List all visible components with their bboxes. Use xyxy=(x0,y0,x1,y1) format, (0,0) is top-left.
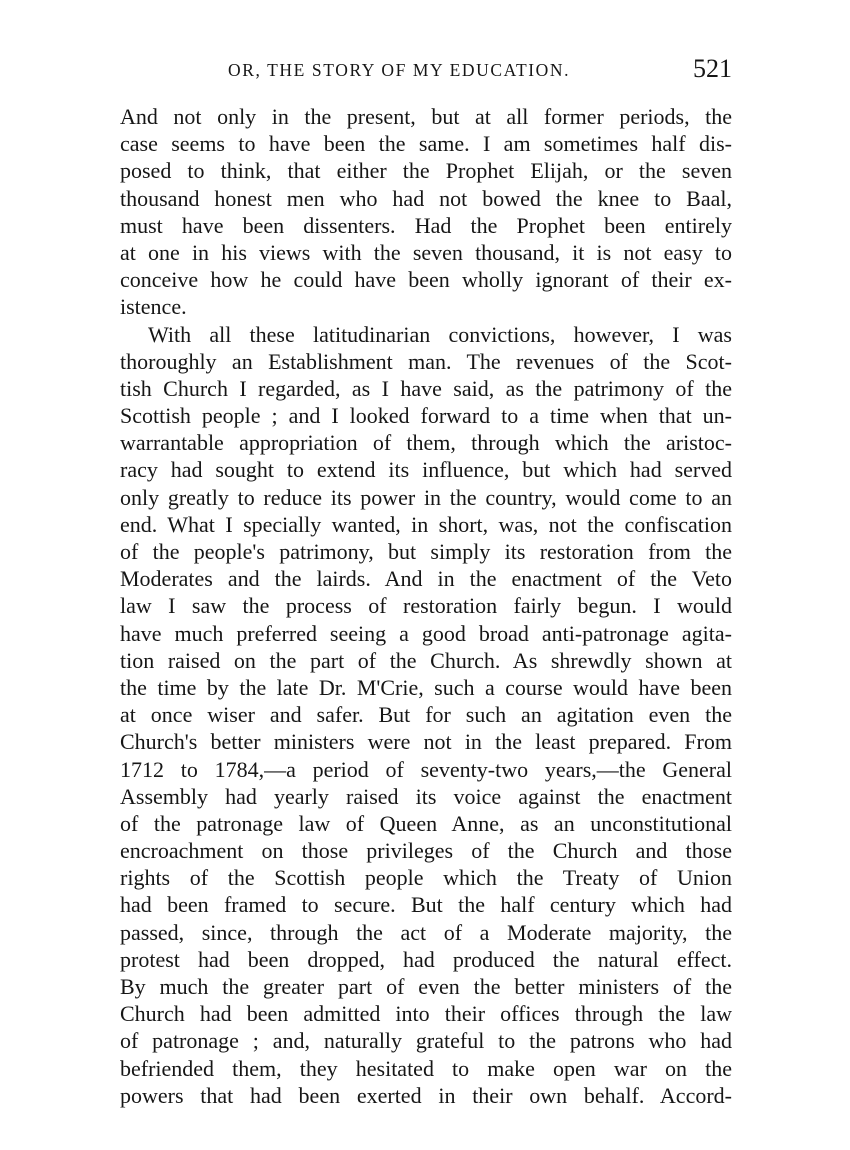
text-line: 1712 to 1784,—a period of seventy-two years,—the General xyxy=(120,756,732,782)
text-line: of the people's patrimony, but simply its restoration from the xyxy=(120,539,732,564)
text-line: Scottish people ; and I looked forward to a time when that un- xyxy=(120,403,732,429)
body-text xyxy=(120,103,732,1109)
text-line: rights of the Scottish people which the Treaty of Union xyxy=(120,865,732,891)
text-line: tish Church I regarded, as I have said, as the patrimony of the xyxy=(120,375,732,401)
text-line: And not only in the present, but at all former periods, the xyxy=(120,104,732,129)
running-title: OR, THE STORY OF MY EDUCATION. xyxy=(228,60,571,80)
text-line: Assembly had yearly raised its voice against the enactment xyxy=(120,783,732,809)
text-line: passed, since, through the act of a Moderate majority, the xyxy=(120,919,732,945)
text-line: posed to think, that either the Prophet Elijah, or the seven xyxy=(120,158,732,184)
text-line: at once wiser and safer. But for such an agitation even the xyxy=(120,702,732,728)
text-line: tion raised on the part of the Church. As shrewdly shown at xyxy=(120,647,732,673)
text-line: thoroughly an Establishment man. The revenues of the Scot- xyxy=(120,348,732,374)
text-line: powers that had been exerted in their own behalf. Accord- xyxy=(120,1082,732,1108)
text-line: Moderates and the lairds. And in the enactment of the Veto xyxy=(120,566,732,592)
text-line: the time by the late Dr. M'Crie, such a course would have been xyxy=(120,674,732,700)
text-line: law I saw the process of restoration fairly begun. I would xyxy=(120,593,732,619)
text-line: encroachment on those privileges of the Church and those xyxy=(120,838,732,864)
text-line: only greatly to reduce its power in the country, would come to an xyxy=(120,484,732,510)
text-line: case seems to have been the same. I am sometimes half dis- xyxy=(120,131,732,157)
text-line: Church had been admitted into their offices through the law xyxy=(120,1001,732,1027)
text-line: at one in his views with the seven thousand, it is not easy to xyxy=(120,239,732,265)
text-line: end. What I specially wanted, in short, was, not the confiscation xyxy=(120,511,732,537)
running-head xyxy=(120,54,732,88)
text-line: racy had sought to extend its influence, but which had served xyxy=(120,457,732,483)
text-line: must have been dissenters. Had the Prophet been entirely xyxy=(120,212,732,238)
text-line: thousand honest men who had not bowed the knee to Baal, xyxy=(120,185,732,211)
text-line: Church's better ministers were not in the least prepared. From xyxy=(120,729,732,755)
text-line: of the patronage law of Queen Anne, as an unconstitutional xyxy=(120,810,732,836)
text-line: have much preferred seeing a good broad anti-patronage agita- xyxy=(120,620,732,646)
text-line: warrantable appropriation of them, through which the aristoc- xyxy=(120,430,732,456)
text-line: befriended them, they hesitated to make open war on the xyxy=(120,1055,732,1081)
page-number: 521 xyxy=(693,54,732,83)
text-line: conceive how he could have been wholly ignorant of their ex- xyxy=(120,267,732,293)
text-line: By much the greater part of even the better ministers of the xyxy=(120,974,732,999)
paragraph-start-line: With all these latitudinarian convictions, however, I was xyxy=(148,321,732,347)
text-line: protest had been dropped, had produced the natural effect. xyxy=(120,946,732,972)
text-line: of patronage ; and, naturally grateful to the patrons who had xyxy=(120,1028,732,1054)
text-line: had been framed to secure. But the half century which had xyxy=(120,892,732,918)
paragraph-end-line: istence. xyxy=(120,294,187,320)
